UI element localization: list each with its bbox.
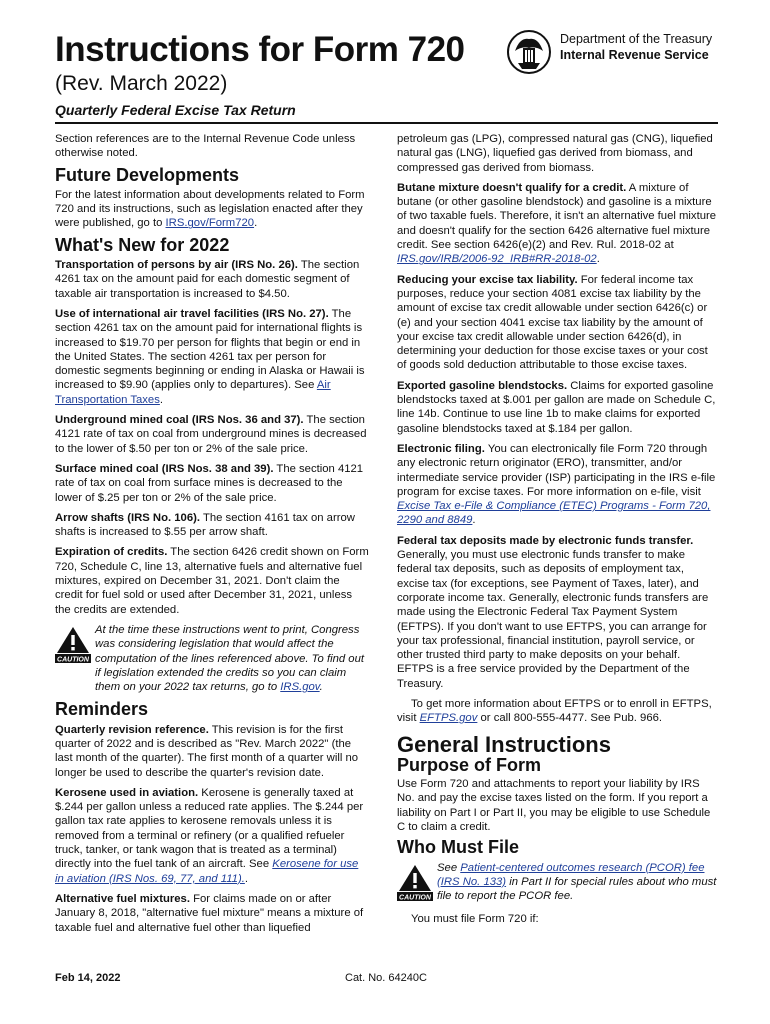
purpose-text: Use Form 720 and attachments to report your liability by IRS No. and pay the excise taxes listed on the form. If you report a liability on Part I or Part II, you may be eligible to use Schedule C to claim a credit. [397,778,711,834]
document-title: Instructions for Form 720 [55,30,465,69]
whats-new-item: Arrow shafts (IRS No. 106). The section 4161 tax on arrow shafts is increased to $.55 per arrow shaft. [55,511,355,539]
continued-text: petroleum gas (LPG), compressed natural gas (CNG), liquefied natural gas (LNG), liquefied gas derived from biomass, and compressed gas derived from biomass. [397,133,713,174]
revision-date: (Rev. March 2022) [55,72,228,95]
reminder-item: Quarterly revision reference. This revision is for the first quarter of 2022 and is described as "Rev. March 2022" (the last month of the quarter). The first month of a quarter will no longer be used to describe the quarter's revision date. [55,723,359,779]
whats-new-item: Underground mined coal (IRS Nos. 36 and 37). The section 4121 rate of tax on coal from underground mines is decreased to the lower of $.50 per ton or 2% of the sale price. [55,414,367,455]
caution-warning-icon [55,625,91,663]
who-must-file-text: You must file Form 720 if: [411,912,539,925]
caution-warning-icon [397,863,433,901]
kerosene-aviation-link[interactable]: Kerosene for use in aviation (IRS Nos. 69, 77, and 111). [55,858,359,885]
reminder-item: Exported gasoline blendstocks. Claims for exported gasoline blendstocks taxed at $.001 per gallon are made on Schedule C, line 14b. Continue to use line 1b to make claims for exported gasoline blendstocks taxed at $.184 per gallon. [397,379,716,435]
irs-form720-link[interactable]: IRS.gov/Form720 [165,217,255,230]
eftps-text: To get more information about EFTPS or to enroll in EFTPS, visit EFTPS.gov or call 800-555-4477. See Pub. 966. [397,697,712,725]
irs-eagle-logo-icon [506,29,552,75]
future-developments-text: For the latest information about developments related to Form 720 and its instructions, such as legislation enacted after they were published, go to IRS.gov/Form720. [55,188,365,230]
who-must-file-heading: Who Must File [397,837,519,858]
whats-new-item: Expiration of credits. The section 6426 credit shown on Form 720, Schedule C, line 13, alternative fuels and alternative fuel mixtures, expired on December 31, 2021. Don't claim the credit for fuel sold or used after December 31, 2021, unless the credits are extended. [55,546,369,616]
whats-new-item: Surface mined coal (IRS Nos. 38 and 39). The section 4121 rate of tax on coal from surface mines is decreased to the lower of $.25 per ton or 2% of the sale price. [55,462,364,504]
general-instructions-heading: General Instructions [397,731,611,757]
department-name: Department of the Treasury Internal Revenue Service [560,32,713,62]
irs-gov-link[interactable]: IRS.gov [280,681,320,694]
reminder-item: Alternative fuel mixtures. For claims made on or after January 8, 2018, "alternative fuel mixture" means a mixture of taxable fuel and alternative fuel other than liquefied [55,892,364,934]
whats-new-item: Transportation of persons by air (IRS No. 26). The section 4261 tax on the amount paid for each domestic segment of taxable air transportation is increased to $4.50. [55,259,360,300]
reminder-item: Electronic filing. You can electronically file Form 720 through any electronic return originator (ERO), transmitter, and/or intermediate service provider (ISP) participating in the IRS e-file program for excise taxes. For more information on e-file, visit Excise Tax e-File & Compliance (ETEC) Programs - Form 720, 2290 and 8849. [397,442,716,527]
future-developments-heading: Future Developments [55,164,240,185]
header-rule [55,122,718,124]
svg-text:CAUTION: CAUTION [57,656,89,663]
pcor-fee-link[interactable]: Patient-centered outcomes research (PCOR) fee (IRS No. 133) [437,861,705,888]
reminders-heading: Reminders [55,699,149,720]
reminder-item: Federal tax deposits made by electronic funds transfer. Generally, you must use electronic funds transfer to make federal tax deposits, such as deposits of employment tax, excise tax (for exceptions, see Payment of Taxes, later), and corporate income tax. Generally, electronic funds transfers are made using the Electronic Federal Tax Payment System (EFTPS). If you don't want to use EFTPS, you can arrange for your tax professional, financial institution, payroll service, or other trusted third party to make deposits on your behalf. EFTPS is a free service provided by the Department of the Treasury. [397,534,709,690]
intro-text: Section references are to the Internal Revenue Code unless otherwise noted. [55,133,356,160]
reminder-item: Butane mixture doesn't qualify for a credit. A mixture of butane (or other gasoline blendstock) and gasoline is a mixture of two taxable fuels. Therefore, it isn't an alternative fuel mixture and doesn't qualify for the section 6426 alternative fuel mixture credit. See section 6426(e)(2) and Rev. Rul. 2018-02 at IRS.gov/IRB/2006-92_IRB#RR-2018-02. [397,181,717,266]
purpose-of-form-heading: Purpose of Form [397,754,542,775]
form-subtitle: Quarterly Federal Excise Tax Return [55,102,296,118]
svg-text:CAUTION: CAUTION [399,893,431,901]
right-column [397,132,717,932]
left-column [55,132,370,941]
air-transportation-taxes-link[interactable]: Air Transportation Taxes [55,379,331,406]
caution-note: CAUTION See Patient-centered outcomes research (PCOR) fee (IRS No. 133) in Part II for special rules about who must file to report the PCOR fee. [397,861,717,904]
etec-programs-link[interactable]: Excise Tax e-File & Compliance (ETEC) Programs - Form 720, 2290 and 8849 [397,500,711,527]
catalog-number: Cat. No. 64240C [345,972,427,984]
whats-new-heading: What's New for 2022 [55,234,230,255]
irb-2018-02-link[interactable]: IRS.gov/IRB/2006-92_IRB#RR-2018-02 [397,253,597,266]
footer-date: Feb 14, 2022 [55,972,121,984]
caution-note: CAUTION At the time these instructions went to print, Congress was considering legislation that would affect the computation of the lines referenced above. To find out if legislation extended the credits so you can claim them on your 2022 tax returns, go to IRS.gov. [55,623,370,694]
reminder-item: Kerosene used in aviation. Kerosene is generally taxed at $.244 per gallon unless a reduced rate applies. The $.244 per gallon tax rate applies to kerosene removals unless it is removed from a terminal or refinery (or a qualified refueler truck, tanker, or tank wagon that is treated as a terminal) directly into the fuel tank of an aircraft. See Kerosene for use in aviation (IRS Nos. 69, 77, and 111).. [55,786,364,885]
reminder-item: Reducing your excise tax liability. For federal income tax purposes, reduce your section 4081 excise tax liability by the amount of excise tax credit allowable under section 6426(c) or (e) and your section 4041 excise tax liability by the amount of your excise tax credit allowable under section 6426(d), in determining your deduction for those excise taxes or your cost of goods sold deduction attributable to those excise taxes. [397,273,708,372]
whats-new-item: Use of international air travel facilities (IRS No. 27). The section 4261 tax on the amount paid for international flights is increased to $19.70 per person for flights that begin or end in the United States. The section 4261 tax per person for domestic segments beginning or ending in Alaska or Hawaii is increased to $9.90 (applies only to departures). See Air Transportation Taxes. [55,307,365,406]
eftps-gov-link[interactable]: EFTPS.gov [419,712,478,725]
